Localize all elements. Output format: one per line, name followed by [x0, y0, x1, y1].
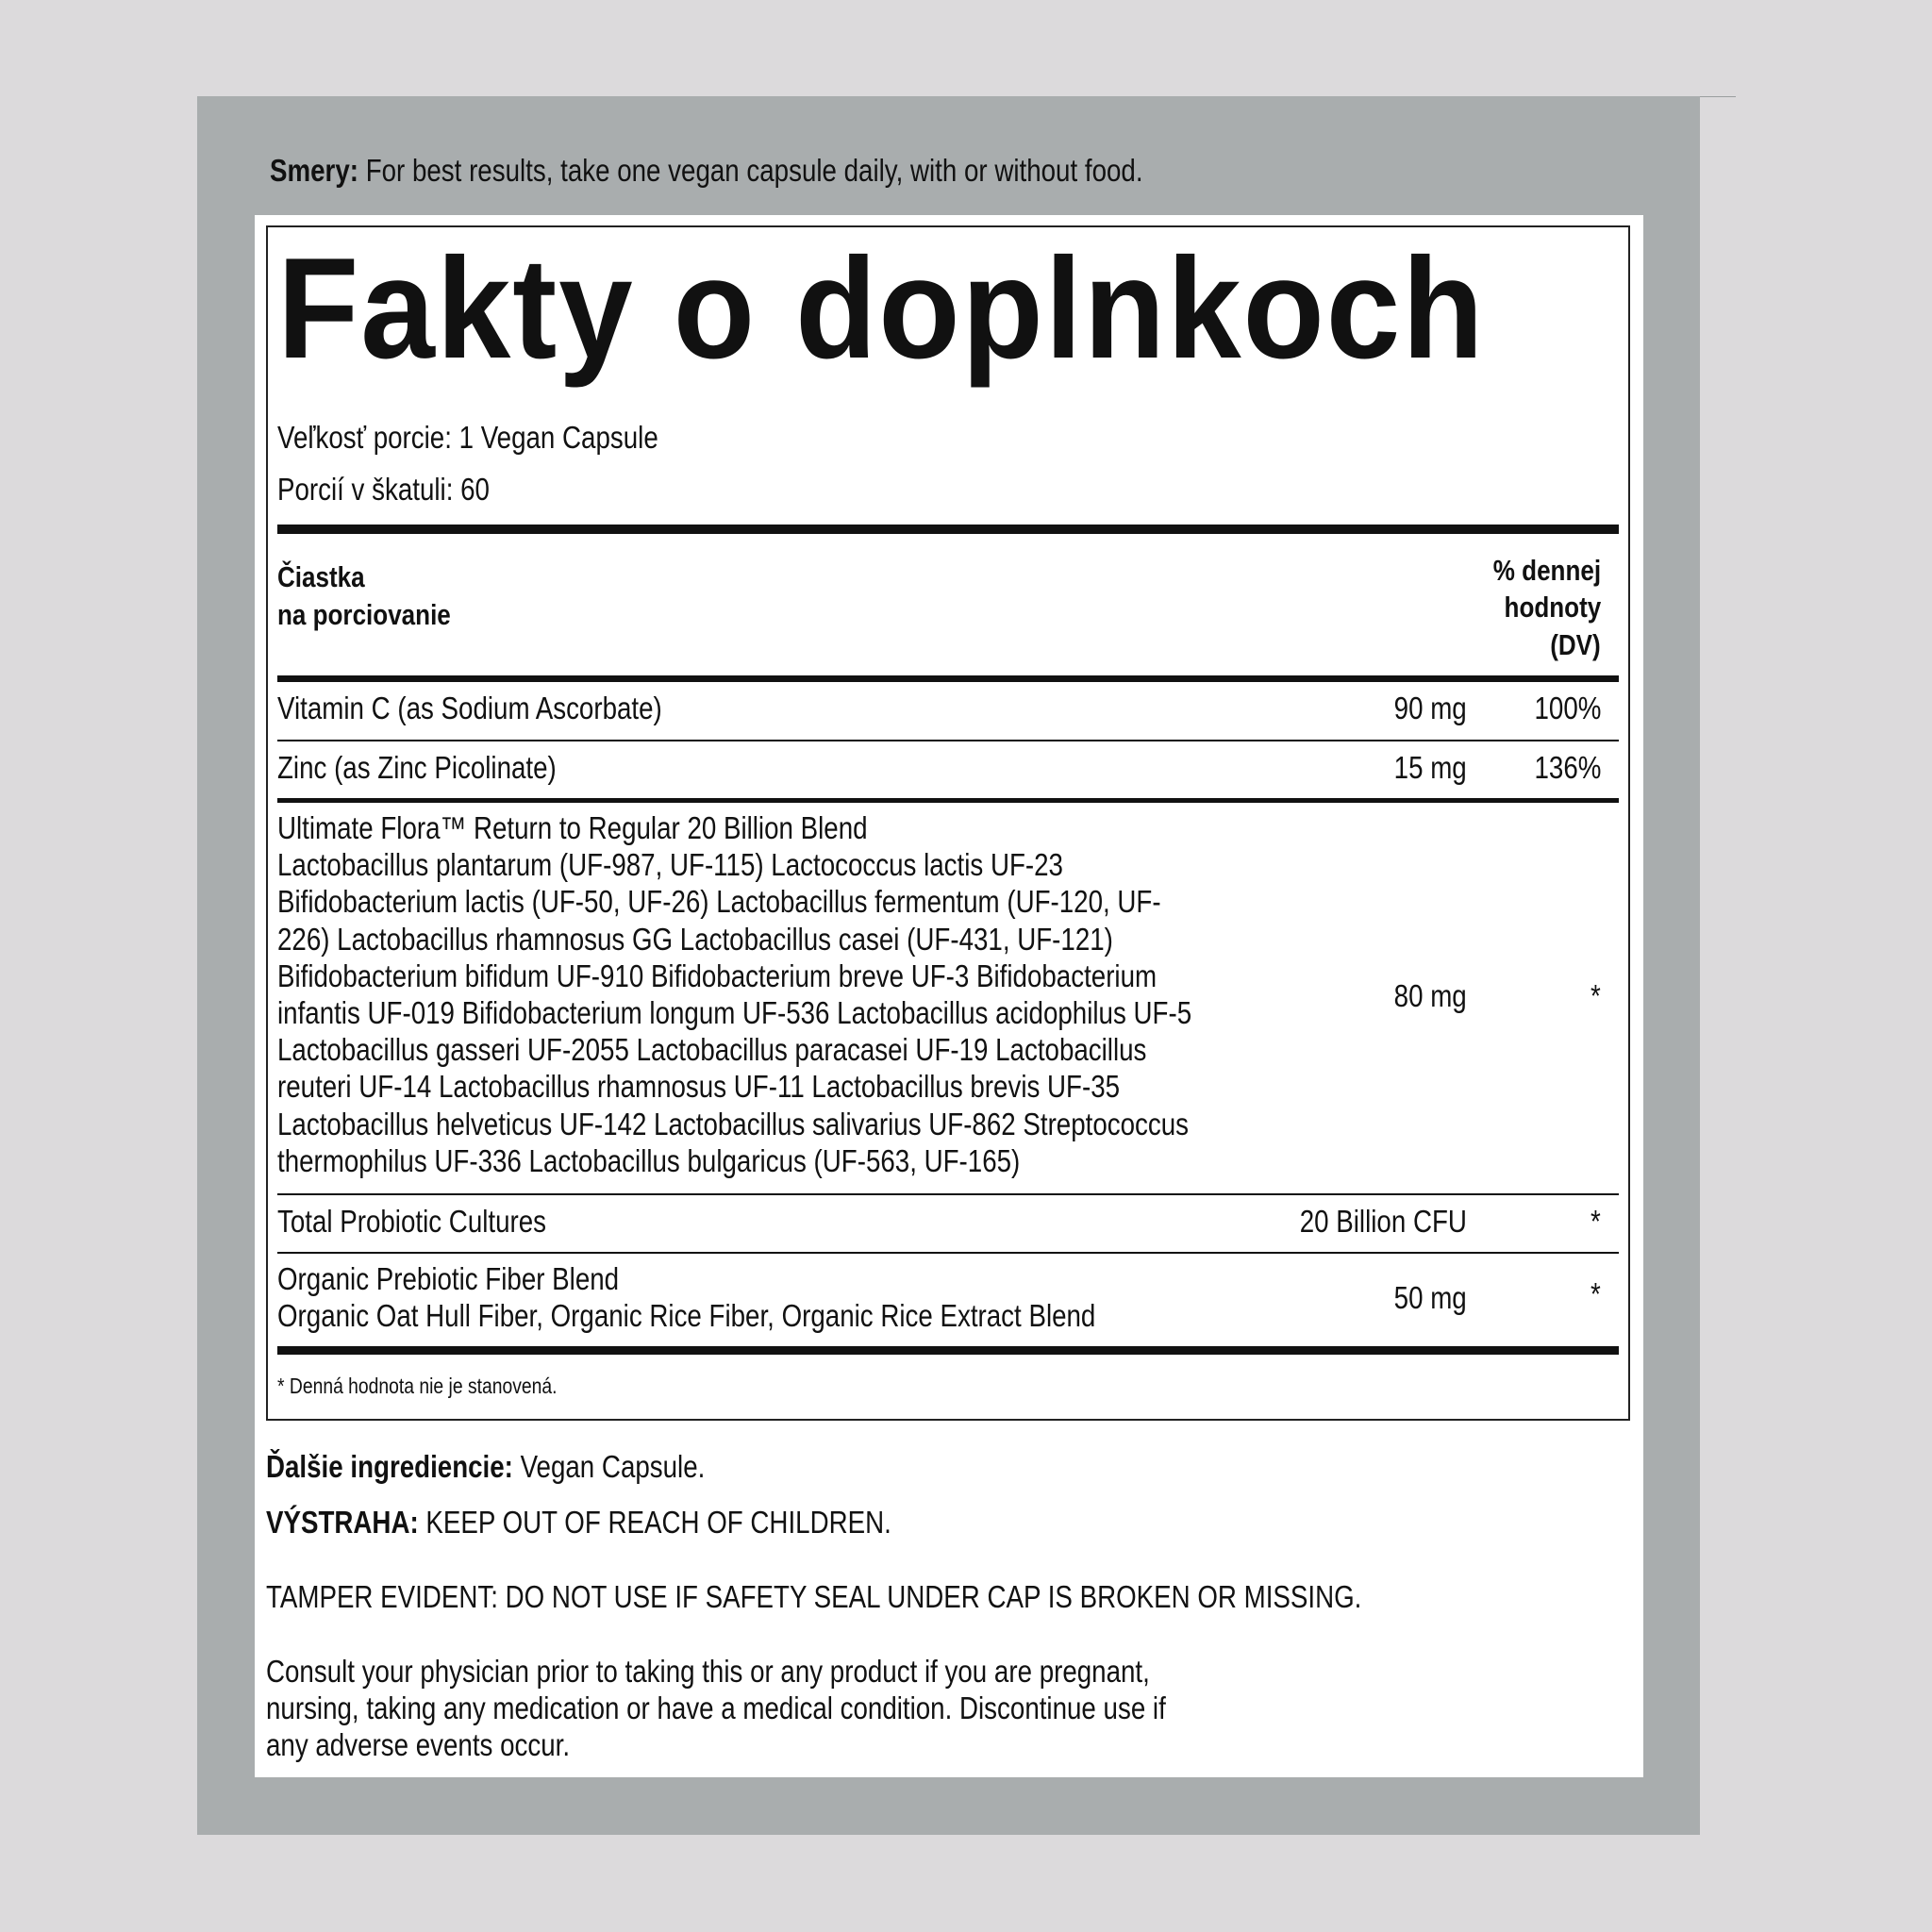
prebiotic-amount: 50 mg — [1393, 1280, 1467, 1315]
prebiotic-name: Organic Prebiotic Fiber Blend — [277, 1261, 620, 1296]
consult-line: any adverse events occur. — [266, 1727, 571, 1762]
prebiotic-ingredients: Organic Oat Hull Fiber, Organic Rice Fiber, Organic Rice Extract Blend — [277, 1298, 1096, 1333]
blend-line: Lactobacillus plantarum (UF-987, UF-115) Lactococcus lactis UF-23 — [277, 847, 1063, 883]
row-divider — [277, 1252, 1619, 1254]
probiotic-blend — [277, 809, 1366, 1179]
thick-divider — [277, 1346, 1619, 1355]
header-dv-line2: hodnoty — [1504, 591, 1601, 624]
panel-edge-rule — [1700, 96, 1736, 97]
consult-line: nursing, taking any medication or have a medical condition. Discontinue use if — [266, 1690, 1166, 1725]
directions-label: Smery: — [270, 153, 358, 188]
blend-line: Ultimate Flora™ Return to Regular 20 Billion Blend — [277, 810, 868, 845]
blend-line: Bifidobacterium bifidum UF-910 Bifidobacterium breve UF-3 Bifidobacterium — [277, 958, 1158, 993]
nutrient-dv: 100% — [1534, 691, 1601, 725]
probiotic-total-dv: * — [1591, 1204, 1601, 1239]
nutrient-amount: 90 mg — [1393, 691, 1467, 725]
row-divider — [277, 740, 1619, 741]
header-dv-line1: % dennej — [1492, 554, 1601, 587]
nutrient-name: Zinc (as Zinc Picolinate) — [277, 750, 557, 785]
other-ingredients-label: Ďalšie ingrediencie: — [266, 1449, 513, 1484]
servings-per-container: Porcií v škatuli: 60 — [277, 472, 490, 507]
probiotic-total-amount: 20 Billion CFU — [1299, 1204, 1467, 1239]
consult-line: Consult your physician prior to taking this or any product if you are pregnant, — [266, 1654, 1150, 1689]
header-amount-line1: Čiastka — [277, 560, 365, 593]
serving-size: Veľkosť porcie: 1 Vegan Capsule — [277, 420, 658, 455]
directions-body: For best results, take one vegan capsule daily, with or without food. — [358, 153, 1143, 188]
blend-line: reuteri UF-14 Lactobacillus rhamnosus UF-11 Lactobacillus brevis UF-35 — [277, 1069, 1121, 1105]
blend-line: Lactobacillus helveticus UF-142 Lactobacillus salivarius UF-862 Streptococcus — [277, 1106, 1190, 1141]
directions-text — [270, 152, 1143, 190]
other-ingredients — [266, 1448, 705, 1486]
tamper-evident-notice: TAMPER EVIDENT: DO NOT USE IF SAFETY SEAL UNDER CAP IS BROKEN OR MISSING. — [266, 1579, 1362, 1614]
blend-line: 226) Lactobacillus rhamnosus GG Lactobacillus casei (UF-431, UF-121) — [277, 921, 1113, 957]
other-ingredients-text: Vegan Capsule. — [512, 1449, 706, 1484]
blend-line: infantis UF-019 Bifidobacterium longum UF-536 Lactobacillus acidophilus UF-5 — [277, 995, 1192, 1031]
facts-title: Fakty o doplnkoch — [277, 228, 1486, 389]
blend-line: Bifidobacterium lactis (UF-50, UF-26) Lactobacillus fermentum (UF-120, UF- — [277, 884, 1161, 920]
warning-text: KEEP OUT OF REACH OF CHILDREN. — [418, 1505, 891, 1540]
thick-divider — [277, 525, 1619, 534]
blend-line: Lactobacillus gasseri UF-2055 Lactobacillus paracasei UF-19 Lactobacillus — [277, 1032, 1147, 1068]
nutrient-dv: 136% — [1534, 750, 1601, 785]
blend-dv: * — [1591, 978, 1601, 1013]
header-amount-line2: na porciovanie — [277, 598, 451, 631]
nutrient-amount: 15 mg — [1393, 750, 1467, 785]
medium-divider — [277, 798, 1619, 803]
probiotic-total-name: Total Probiotic Cultures — [277, 1204, 547, 1239]
blend-amount: 80 mg — [1393, 978, 1467, 1013]
nutrient-name: Vitamin C (as Sodium Ascorbate) — [277, 691, 662, 725]
warning — [266, 1504, 891, 1541]
dv-footnote: * Denná hodnota nie je stanovená. — [277, 1374, 558, 1398]
prebiotic-dv: * — [1591, 1276, 1601, 1311]
header-dv-line3: (DV) — [1550, 628, 1601, 661]
warning-label: VÝSTRAHA: — [266, 1505, 419, 1540]
blend-line: thermophilus UF-336 Lactobacillus bulgaricus (UF-563, UF-165) — [277, 1142, 1021, 1178]
medium-divider — [277, 675, 1619, 682]
row-divider — [277, 1193, 1619, 1195]
